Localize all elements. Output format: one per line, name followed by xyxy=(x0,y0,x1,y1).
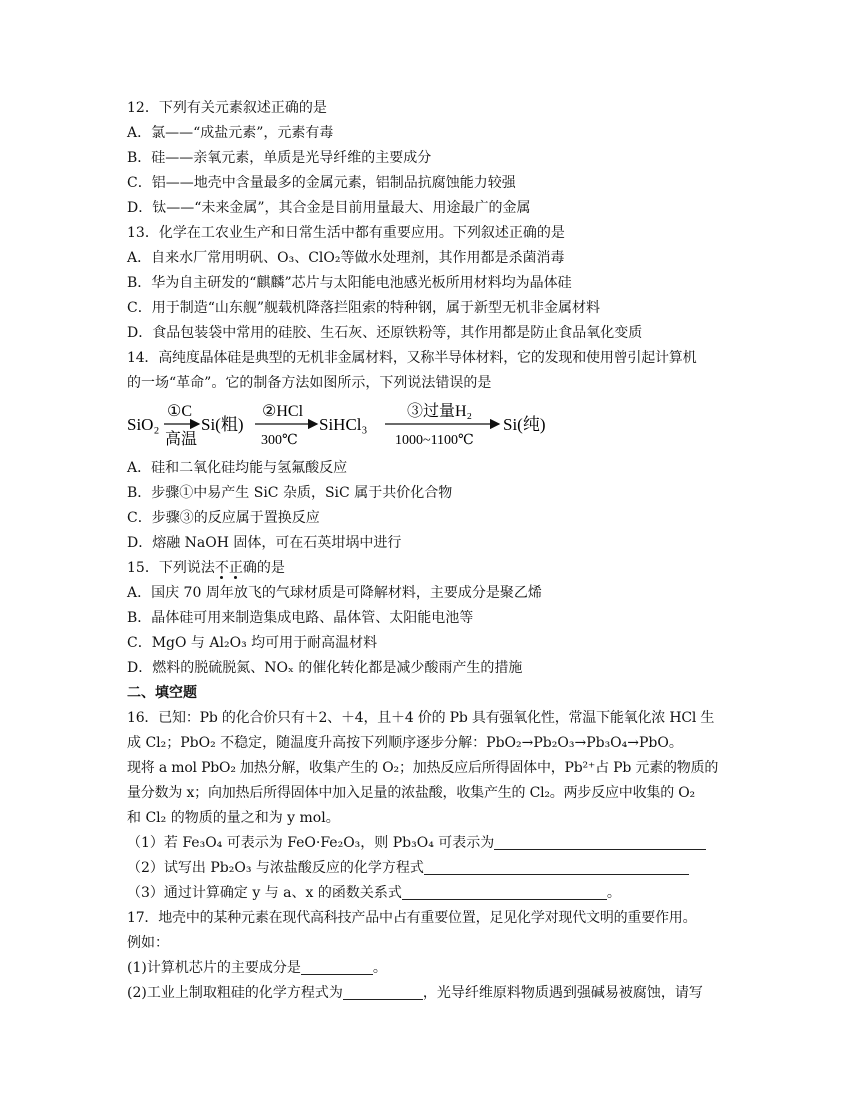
q17-sub1-answer-blank[interactable] xyxy=(301,957,373,975)
q17-sub2 xyxy=(127,981,737,1006)
q16-sub2-text: （2）试写出 Pb₂O₃ 与浓盐酸反应的化学方程式 xyxy=(127,860,424,876)
q15-stem xyxy=(127,556,737,581)
scheme-step2-condition: 300℃ xyxy=(261,433,298,448)
q17-sub1-text: (1)计算机芯片的主要成分是 xyxy=(127,960,301,976)
scheme-sihcl3: SiHCl₃ xyxy=(319,415,368,434)
q14-option-a: A．硅和二氧化硅均能与氢氟酸反应 xyxy=(127,460,348,476)
silicon-preparation-scheme xyxy=(127,398,737,454)
q14-option-b: B．步骤①中易产生 SiC 杂质，SiC 属于共价化合物 xyxy=(127,485,453,501)
q13-option-c: C．用于制造“山东舰”舰载机降落拦阻索的特种钢，属于新型无机非金属材料 xyxy=(127,300,601,316)
q14-stem-line1: 14．高纯度晶体硅是典型的无机非金属材料，又称半导体材料，它的发现和使用曾引起计算机 xyxy=(127,350,697,366)
q15-stem-post: 确的是 xyxy=(242,560,285,576)
q14-stem-line2: 的一场“革命”。它的制备方法如图所示，下列说法错误的是 xyxy=(127,375,492,391)
q16-sub3-text: （3）通过计算确定 y 与 a、x 的函数关系式 xyxy=(127,885,402,901)
reaction-scheme-svg xyxy=(127,398,737,454)
q15-option-c: C．MgO 与 Al₂O₃ 均可用于耐高温材料 xyxy=(127,635,378,651)
section-heading: 二、填空题 xyxy=(127,685,197,701)
q15-emphasis-char-2: 正 xyxy=(228,560,243,576)
q17-sub1 xyxy=(127,956,737,981)
scheme-sio2: SiO₂ xyxy=(127,415,160,434)
q16-line4: 量分数为 x；向加热后所得固体中加入足量的浓盐酸，收集产生的 Cl₂。两步反应中收集的 O₂ xyxy=(127,785,695,801)
q16-sub2 xyxy=(127,856,737,881)
scheme-step1-reagent: ①C xyxy=(167,403,193,420)
q16-sub1-answer-blank[interactable] xyxy=(494,832,706,850)
q14-option-d: D．熔融 NaOH 固体，可在石英坩埚中进行 xyxy=(127,535,402,551)
q13-option-b: B．华为自主研发的“麒麟”芯片与太阳能电池感光板所用材料均为晶体硅 xyxy=(127,275,572,291)
q16-sub3-answer-blank[interactable] xyxy=(402,882,607,900)
q16-line2: 成 Cl₂；PbO₂ 不稳定，随温度升高按下列顺序逐步分解：PbO₂→Pb₂O₃→Pb₃O₄→PbO。 xyxy=(127,735,683,751)
scheme-step1-condition: 高温 xyxy=(165,431,198,448)
q15-option-b: B．晶体硅可用来制造集成电路、晶体管、太阳能电池等 xyxy=(127,610,474,626)
q12-option-b: B．硅——亲氧元素，单质是光导纤维的主要成分 xyxy=(127,150,432,166)
q17-sub1-end: 。 xyxy=(372,960,387,976)
scheme-si-pure: Si(纯) xyxy=(503,415,546,434)
document-page xyxy=(127,96,737,1006)
q13-stem: 13．化学在工农业生产和日常生活中都有重要应用。下列叙述正确的是 xyxy=(127,225,565,241)
scheme-step3-reagent: ③过量H₂ xyxy=(407,403,473,420)
q14-option-c: C．步骤③的反应属于置换反应 xyxy=(127,510,320,526)
q15-stem-pre: 15．下列说法 xyxy=(127,560,215,576)
q15-option-d: D．燃料的脱硫脱氮、NOₓ 的催化转化都是减少酸雨产生的措施 xyxy=(127,660,523,676)
q12-option-a: A．氯——“成盐元素”，元素有毒 xyxy=(127,125,334,141)
q16-line3: 现将 a mol PbO₂ 加热分解，收集产生的 O₂；加热反应后所得固体中，Pb²⁺占 Pb 元素的物质的 xyxy=(127,760,719,776)
q17-sub2-text: (2)工业上制取粗硅的化学方程式为 xyxy=(127,985,343,1001)
q16-sub1-text: （1）若 Fe₃O₄ 可表示为 FeO·Fe₂O₃，则 Pb₃O₄ 可表示为 xyxy=(127,835,495,851)
q13-option-d: D．食品包装袋中常用的硅胶、生石灰、还原铁粉等，其作用都是防止食品氧化变质 xyxy=(127,325,643,341)
q16-sub3-end: 。 xyxy=(606,885,621,901)
q17-sub2-end: ，光导纤维原料物质遇到强碱易被腐蚀，请写 xyxy=(422,985,703,1001)
q16-sub1 xyxy=(127,831,737,856)
q16-line1: 16．已知：Pb 的化合价只有＋2、＋4，且＋4 价的 Pb 具有强氧化性，常温下能氧化浓 HCl 生 xyxy=(127,710,715,726)
q12-stem: 12．下列有关元素叙述正确的是 xyxy=(127,100,327,116)
q12-option-d: D．钛——“未来金属”，其合金是目前用量最大、用途最广的金属 xyxy=(127,200,531,216)
q17-sub2-answer-blank[interactable] xyxy=(343,982,423,1000)
q12-option-c: C．铝——地壳中含量最多的金属元素，铝制品抗腐蚀能力较强 xyxy=(127,175,516,191)
q15-option-a: A．国庆 70 周年放飞的气球材质是可降解材料，主要成分是聚乙烯 xyxy=(127,585,542,601)
q15-emphasis-char-1: 不 xyxy=(214,560,229,576)
scheme-si-crude: Si(粗) xyxy=(201,415,244,434)
q17-line2: 例如： xyxy=(127,935,169,951)
scheme-step3-condition: 1000~1100℃ xyxy=(395,433,474,448)
q17-line1: 17．地壳中的某种元素在现代高科技产品中占有重要位置，足见化学对现代文明的重要作用。 xyxy=(127,910,697,926)
q16-line5: 和 Cl₂ 的物质的量之和为 y mol。 xyxy=(127,810,340,826)
q16-sub2-answer-blank[interactable] xyxy=(424,857,689,875)
q13-option-a: A．自来水厂常用明矾、O₃、ClO₂等做水处理剂，其作用都是杀菌消毒 xyxy=(127,250,565,266)
q16-sub3 xyxy=(127,881,737,906)
scheme-step2-reagent: ②HCl xyxy=(262,403,304,420)
